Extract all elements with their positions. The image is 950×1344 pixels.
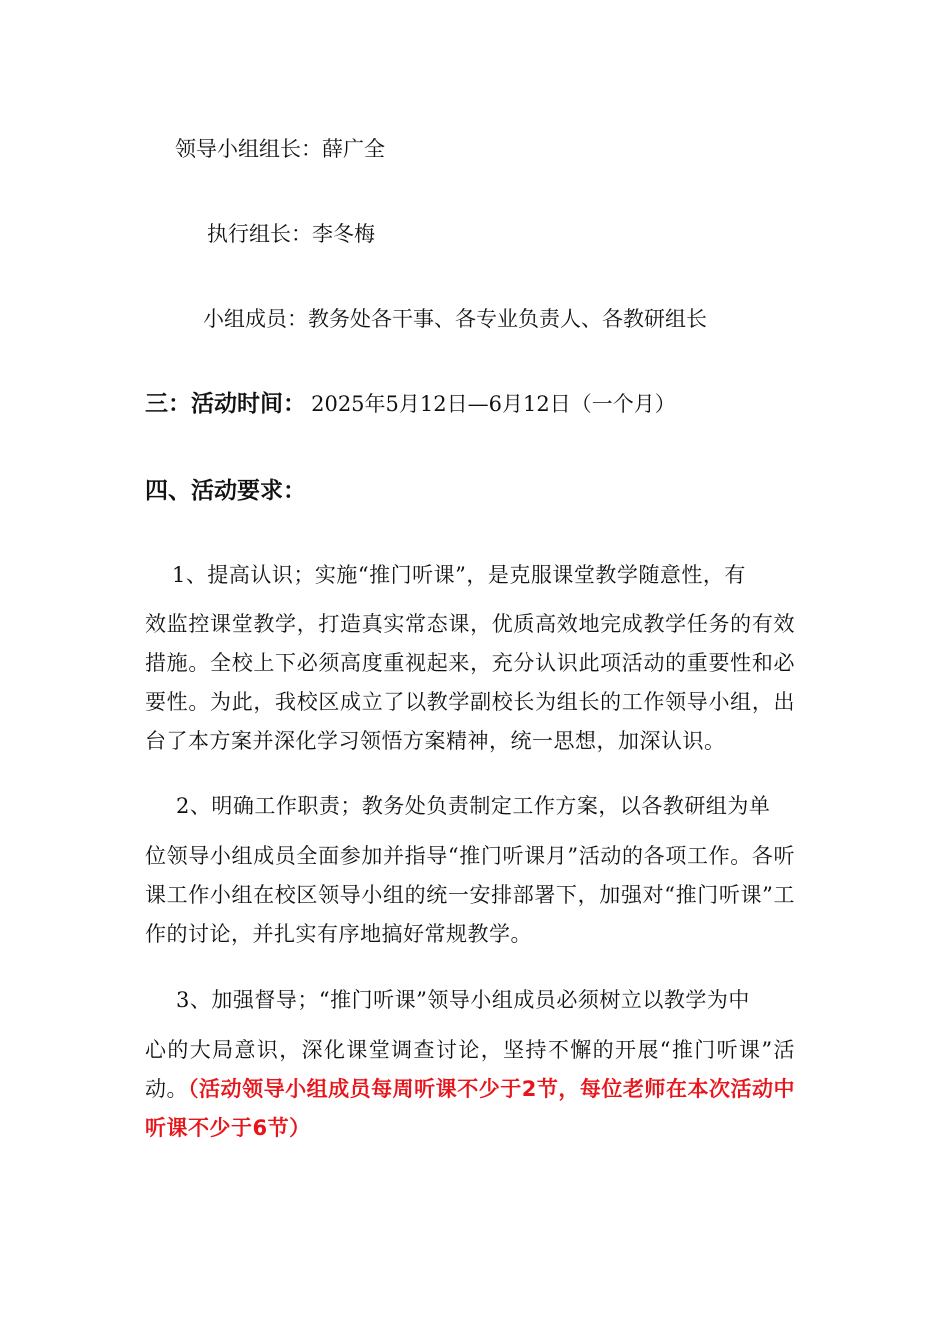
requirement-3-first-line: 3、加强督导；“推门听课”领导小组成员必须树立以教学为中 bbox=[176, 988, 750, 1012]
leadership-members: 小组成员：教务处各干事、各专业负责人、各教研组长 bbox=[203, 307, 707, 331]
requirement-1-first-line: 1、提高认识；实施“推门听课”，是克服课堂教学随意性，有 bbox=[172, 563, 746, 587]
section-4-title: 四、活动要求： bbox=[145, 478, 306, 504]
requirement-3-body bbox=[145, 1031, 795, 1148]
requirement-2-first-line: 2、明确工作职责；教务处负责制定工作方案，以各教研组为单 bbox=[176, 794, 771, 818]
leadership-executive: 执行组长：李冬梅 bbox=[207, 222, 375, 246]
leadership-leader: 领导小组组长：薛广全 bbox=[175, 137, 385, 161]
requirement-2-body: 位领导小组成员全面参加并指导“推门听课月”活动的各项工作。各听课工作小组在校区领导小组的统一安排部署下，加强对“推门听课”工作的讨论，并扎实有序地搞好常规教学。 bbox=[145, 844, 795, 946]
section-3-value: 2025年5月12日—6月12日（一个月） bbox=[311, 392, 676, 416]
requirement-3-highlight: （活动领导小组成员每周听课不少于2节，每位老师在本次活动中听课不少于6节） bbox=[145, 1077, 796, 1140]
section-3-heading bbox=[145, 393, 676, 416]
requirement-1-body: 效监控课堂教学，打造真实常态课，优质高效地完成教学任务的有效措施。全校上下必须高度重视起来，充分认识此项活动的重要性和必要性。为此，我校区成立了以教学副校长为组长的工作领导小组，出台了本方案并深化学习领悟方案精神，统一思想，加深认识。 bbox=[145, 612, 795, 753]
requirement-3-text: 心的大局意识，深化课堂调查讨论，坚持不懈的开展“推门听课”活动。 bbox=[145, 1038, 795, 1101]
section-3-title: 三：活动时间： bbox=[145, 391, 306, 417]
